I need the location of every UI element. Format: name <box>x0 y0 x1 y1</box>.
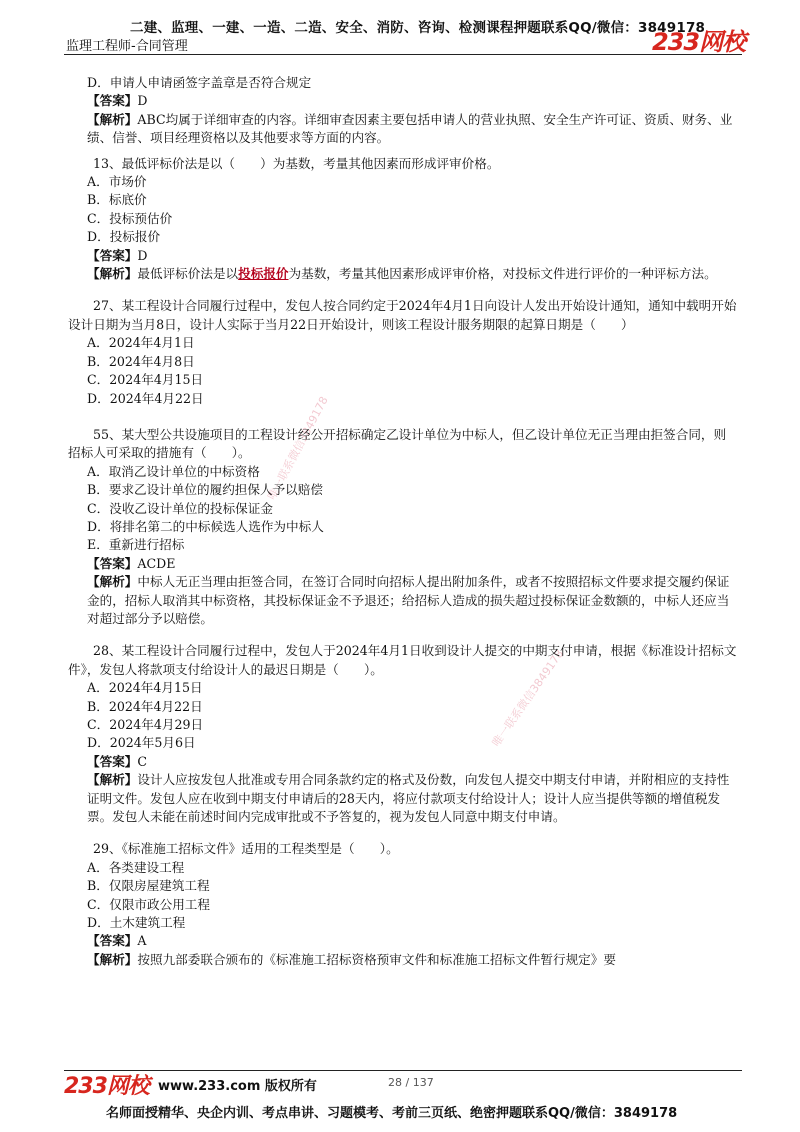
footer-contact-text: 名师面授精华、央企内训、考点串讲、习题模考、考前三页纸、绝密押题联系QQ/微信：3849178 <box>106 1106 678 1121</box>
answer-label: 【答案】 <box>87 247 138 263</box>
document-subtitle: 监理工程师-合同管理 <box>66 39 188 54</box>
answer-line <box>68 753 738 771</box>
answer-line <box>68 247 738 265</box>
option-text: C．没收乙设计单位的投标保证金 <box>87 500 273 516</box>
answer-label: 【答案】 <box>87 933 138 949</box>
analysis-label: 【解析】 <box>87 574 138 590</box>
option-text: B．标底价 <box>87 192 147 208</box>
header-divider <box>64 54 742 55</box>
option-text: A．市场价 <box>87 174 147 190</box>
option-text: D．将排名第二的中标候选人选作为中标人 <box>87 518 324 534</box>
analysis-text: 为基数，考量其他因素形成评审价格，对投标文件进行评价的一种评标方法。 <box>288 266 717 282</box>
analysis-text: 中标人无正当理由拒签合同，在签订合同时向招标人提出附加条件，或者不按照招标文件要求提交履约保证金的，招标人取消其中标资格，其投标保证金不予退还；给招标人造成的损失超过投标保证金数额的，中标人还应当对超过部分予以赔偿。 <box>87 574 730 626</box>
option-text: C．2024年4月29日 <box>87 717 204 732</box>
option-text: A．2024年4月15日 <box>87 680 203 696</box>
document-body <box>68 74 738 969</box>
analysis-label: 【解析】 <box>87 111 138 127</box>
option-text: A．2024年4月1日 <box>87 335 195 351</box>
analysis-paragraph <box>68 111 738 148</box>
question-stem: 29、《标准施工招标文件》适用的工程类型是（ ）。 <box>93 841 399 857</box>
option-text: B．2024年4月8日 <box>87 353 195 369</box>
option-text: A．各类建设工程 <box>87 859 185 875</box>
analysis-paragraph <box>68 573 738 628</box>
page-number: 28 / 137 <box>388 1076 434 1089</box>
footer-divider <box>64 1070 742 1071</box>
option-text: C．仅限市政公用工程 <box>87 896 210 912</box>
analysis-text: 设计人应按发包人批准或专用合同条款约定的格式及份数，向发包人提交中期支付申请，并附相应的支持性证明文件。发包人应在收到中期支付申请后的28天内，将应付款项支付给设计人；设计人应当提供等额的增值税发票。发包人未能在前述时间内完成审批或不予答复的，视为发包人同意中期支付申请。 <box>87 772 730 825</box>
option-text: D．投标报价 <box>87 229 161 245</box>
question-stem: 27、某工程设计合同履行过程中，发包人按合同约定于2024年4月1日向设计人发出开始设计通知，通知中载明开始设计日期为当月8日，设计人实际于当月22日开始设计，则该工程设计服务期限的起算日期是（ ） <box>68 298 737 332</box>
analysis-text: ABC均属于详细审查的内容。详细审查因素主要包括申请人的营业执照、安全生产许可证、资质、财务、业绩、信誉、项目经理资格以及其他要求等方面的内容。 <box>87 111 733 146</box>
answer-value: ACDE <box>137 555 176 571</box>
analysis-text: 最低评标价法是以 <box>137 266 239 282</box>
answer-label: 【答案】 <box>87 93 138 109</box>
answer-value: A <box>137 933 147 949</box>
analysis-paragraph <box>68 951 738 969</box>
analysis-label: 【解析】 <box>87 951 138 967</box>
watermark: 唯一联系微信3849178 <box>489 647 567 750</box>
answer-line <box>68 555 738 573</box>
option-text: C．投标预估价 <box>87 210 173 226</box>
analysis-label: 【解析】 <box>87 772 138 788</box>
answer-label: 【答案】 <box>87 753 138 769</box>
highlighted-term-link[interactable]: 投标报价 <box>238 266 289 282</box>
option-text: A．取消乙设计单位的中标资格 <box>87 463 260 479</box>
option-text: E．重新进行招标 <box>87 537 185 553</box>
question-stem: 28、某工程设计合同履行过程中，发包人于2024年4月1日收到设计人提交的中期支付申请，根据《标准设计招标文件》，发包人将款项支付给设计人的最迟日期是（ ）。 <box>68 643 737 677</box>
question-stem: 55、某大型公共设施项目的工程设计经公开招标确定乙设计单位为中标人，但乙设计单位无正当理由拒签合同，则招标人可采取的措施有（ ）。 <box>68 426 727 461</box>
option-text: C．2024年4月15日 <box>87 372 204 388</box>
question-stem: 13、最低评标价法是以（ ）为基数，考量其他因素而形成评审价格。 <box>93 155 500 171</box>
answer-label: 【答案】 <box>87 555 138 571</box>
option-text: D．申请人申请函签字盖章是否符合规定 <box>87 75 312 90</box>
answer-value: D <box>137 93 148 109</box>
answer-value: D <box>137 247 148 263</box>
analysis-text: 按照九部委联合颁布的《标准施工招标资格预审文件和标准施工招标文件暂行规定》要 <box>137 951 616 967</box>
answer-line <box>68 92 738 110</box>
analysis-label: 【解析】 <box>87 266 138 282</box>
footer-brand-logo: 233网校 <box>64 1074 149 1099</box>
option-text: B．仅限房屋建筑工程 <box>87 878 210 894</box>
answer-value: C <box>137 753 148 769</box>
answer-line <box>68 932 738 950</box>
footer-site-link[interactable]: www.233.com 版权所有 <box>158 1079 317 1094</box>
option-text: D．2024年5月6日 <box>87 735 196 751</box>
option-text: B．要求乙设计单位的履约担保人予以赔偿 <box>87 482 323 498</box>
option-text: D．2024年4月22日 <box>87 390 204 406</box>
option-text: D．土木建筑工程 <box>87 915 186 931</box>
option-text: B．2024年4月22日 <box>87 698 203 714</box>
watermark: 唯一联系微信3849178 <box>265 394 331 503</box>
brand-logo: 233网校 <box>652 28 746 56</box>
header-contact-text: 二建、监理、一建、一造、二造、安全、消防、咨询、检测课程押题联系QQ/微信：3849178 <box>130 20 706 36</box>
analysis-paragraph <box>68 771 738 826</box>
analysis-paragraph <box>68 265 738 283</box>
